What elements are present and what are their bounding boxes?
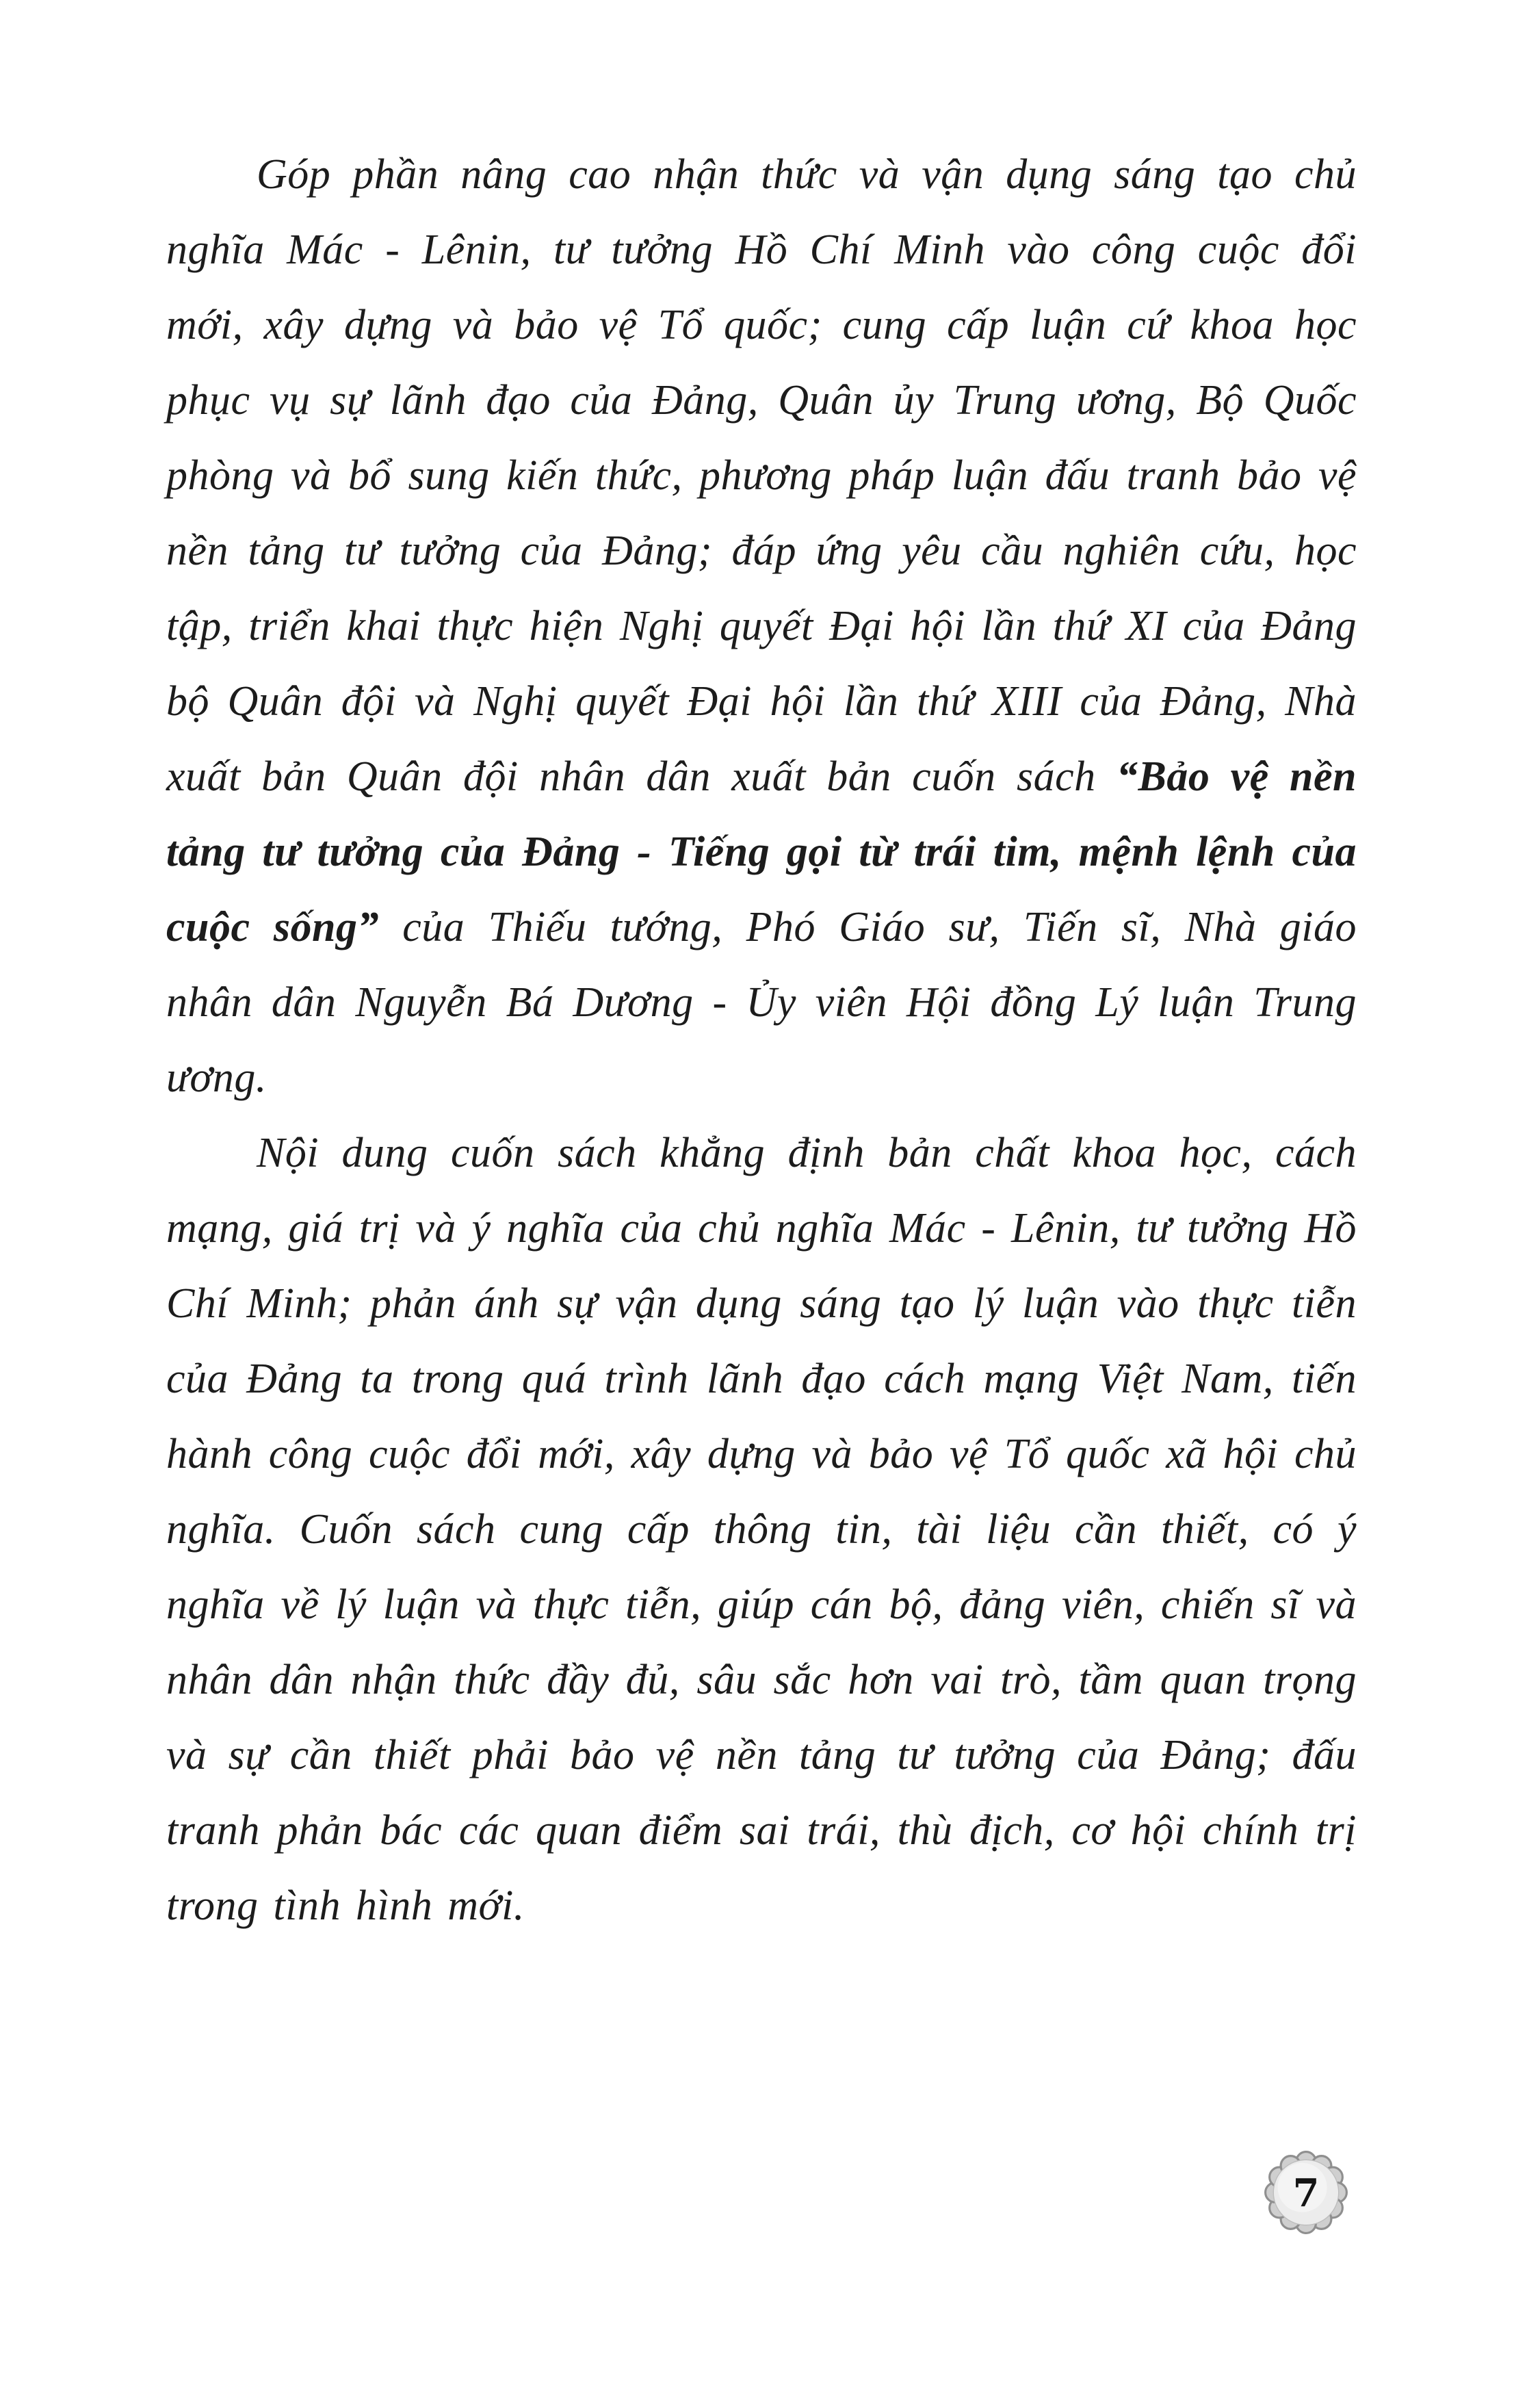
page-content [166, 137, 1357, 1943]
paragraph-1 [166, 137, 1357, 1115]
page-number: 7 [1292, 2171, 1320, 2216]
scalloped-seal-icon [1263, 2149, 1349, 2236]
text-segment: của Thiếu tướng, Phó Giáo sư, Tiến sĩ, Nhà giáo nhân dân Nguyễn Bá Dương - Ủy viên Hội đồng Lý luận Trung ương. [166, 904, 1357, 1101]
text-segment: Góp phần nâng cao nhận thức và vận dụng sáng tạo chủ nghĩa Mác - Lênin, tư tưởng Hồ Chí Minh vào công cuộc đổi mới, xây dựng và bảo vệ Tổ quốc; cung cấp luận cứ khoa học phục vụ sự lãnh đạo của Đảng, Quân ủy Trung ương, Bộ Quốc phòng và bổ sung kiến thức, phương pháp luận đấu tranh bảo vệ nền tảng tư tưởng của Đảng; đáp ứng yêu cầu nghiên cứu, học tập, triển khai thực hiện Nghị quyết Đại hội lần thứ XI của Đảng bộ Quân đội và Nghị quyết Đại hội lần thứ XIII của Đảng, Nhà xuất bản Quân đội nhân dân xuất bản cuốn sách [166, 151, 1357, 800]
text-segment: Nội dung cuốn sách khẳng định bản chất khoa học, cách mạng, giá trị và ý nghĩa của chủ nghĩa Mác - Lênin, tư tưởng Hồ Chí Minh; phản ánh sự vận dụng sáng tạo lý luận vào thực tiễn của Đảng ta trong quá trình lãnh đạo cách mạng Việt Nam, tiến hành công cuộc đổi mới, xây dựng và bảo vệ Tổ quốc xã hội chủ nghĩa. Cuốn sách cung cấp thông tin, tài liệu cần thiết, có ý nghĩa về lý luận và thực tiễn, giúp cán bộ, đảng viên, chiến sĩ và nhân dân nhận thức đầy đủ, sâu sắc hơn vai trò, tầm quan trọng và sự cần thiết phải bảo vệ nền tảng tư tưởng của Đảng; đấu tranh phản bác các quan điểm sai trái, thù địch, cơ hội chính trị trong tình hình mới. [166, 1130, 1357, 1929]
paragraph-2 [166, 1115, 1357, 1943]
book-title-emphasis: “Bảo vệ nền tảng tư tưởng của Đảng - Tiếng gọi từ trái tim, mệnh lệnh của cuộc sống” [166, 753, 1357, 950]
page-number-badge [1263, 2149, 1349, 2236]
